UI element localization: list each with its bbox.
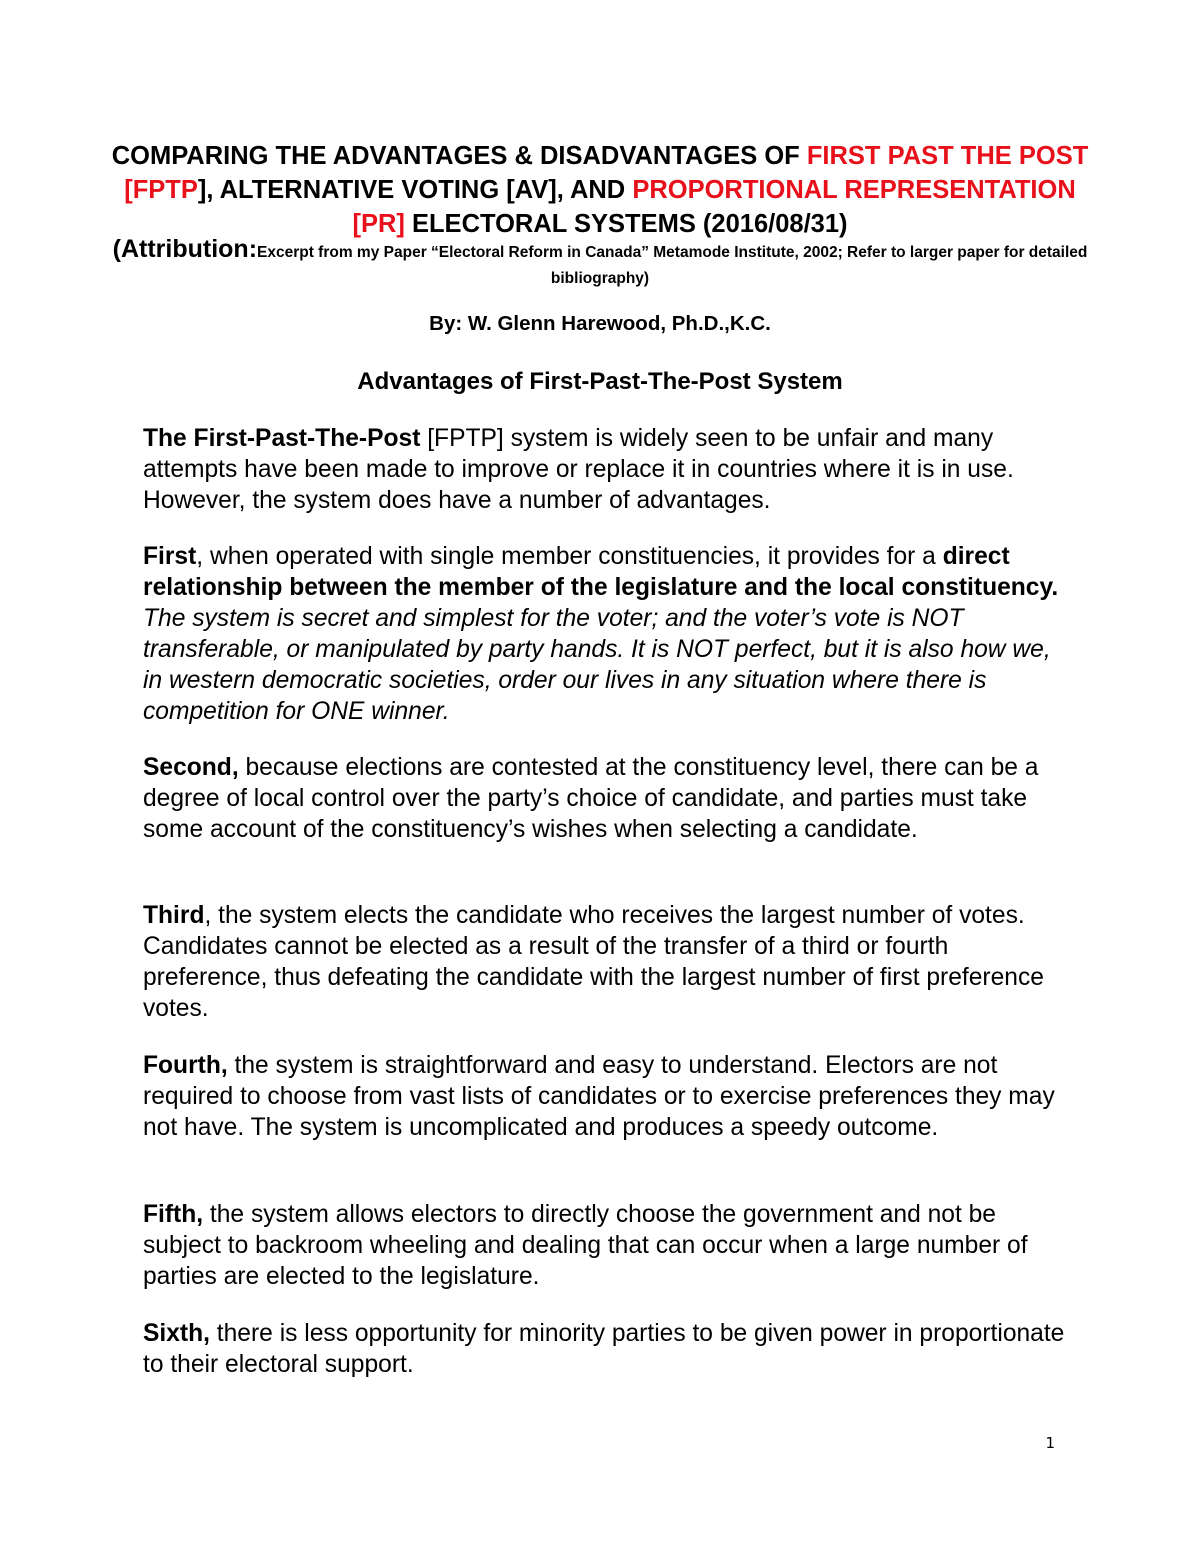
paragraph-sixth-text: there is less opportunity for minority parties to be given power in proportionate to their electoral support.	[143, 1320, 1065, 1378]
paragraph-first-emphasis: direct relationship between the member of the legislature and the local constituency.	[143, 543, 1059, 601]
paragraph-first	[143, 541, 1068, 727]
paragraph-intro-text: [FPTP] system is widely seen to be unfair and many attempts have been made to improve or replace it in countries where it is in use. However, the system does have a number of advantages.	[143, 425, 1014, 514]
author-byline: By: W. Glenn Harewood, Ph.D.,K.C.	[429, 312, 771, 335]
attribution-open-paren: (	[112, 235, 121, 263]
title-part-2: ], ALTERNATIVE VOTING [AV], AND	[197, 176, 633, 204]
attribution-label: Attribution:	[120, 235, 258, 263]
paragraph-fifth-lead: Fifth,	[143, 1201, 204, 1228]
paragraph-fourth	[143, 1050, 1068, 1143]
paragraph-fifth	[143, 1199, 1068, 1292]
paragraph-first-italic: The system is secret and simplest for the voter; and the voter’s vote is NOT transferable, or manipulated by party hands. It is NOT perfect, but it is also how we, in western democratic societies, order our lives in any situation where there is competition for ONE winner.	[143, 605, 1051, 725]
paragraph-sixth-lead: Sixth,	[143, 1320, 210, 1347]
paragraph-third	[143, 900, 1068, 1024]
paragraph-fourth-text: the system is straightforward and easy to understand. Electors are not required to choose from vast lists of candidates or to exercise preferences they may not have. The system is uncomplicated and produces a speedy outcome.	[143, 1052, 1055, 1141]
paragraph-second-text: because elections are contested at the constituency level, there can be a degree of local control over the party’s choice of candidate, and parties must take some account of the constituency’s wishes when selecting a candidate.	[143, 754, 1039, 843]
paragraph-third-text: , the system elects the candidate who receives the largest number of votes. Candidates cannot be elected as a result of the transfer of a third or fourth preference, thus defeating the candidate with the largest number of first preference votes.	[143, 902, 1044, 1022]
paragraph-third-lead: Third	[143, 902, 205, 929]
title-part-3: ELECTORAL SYSTEMS (2016/08/31)	[404, 210, 848, 238]
attribution	[100, 236, 1100, 292]
title-part-1: COMPARING THE ADVANTAGES & DISADVANTAGES OF	[111, 142, 807, 170]
title-fptp-highlight: FIRST PAST THE POST [FPTP	[124, 142, 1089, 204]
paragraph-second-lead: Second,	[143, 754, 239, 781]
page-number: 1	[1045, 1434, 1055, 1452]
paragraph-fourth-lead: Fourth,	[143, 1052, 228, 1079]
section-heading: Advantages of First-Past-The-Post System	[357, 368, 843, 395]
paragraph-first-text: , when operated with single member constituencies, it provides for a	[196, 543, 943, 570]
paragraph-intro	[143, 423, 1068, 516]
attribution-text: Excerpt from my Paper “Electoral Reform in Canada” Metamode Institute, 2002; Refer to larger paper for detailed bibliography)	[257, 244, 1088, 287]
title-pr-highlight: PROPORTIONAL REPRESENTATION [PR]	[352, 176, 1076, 238]
paragraph-first-lead: First	[143, 543, 197, 570]
document-title	[100, 139, 1100, 241]
paragraph-sixth	[143, 1318, 1068, 1380]
paragraph-fifth-text: the system allows electors to directly choose the government and not be subject to backroom wheeling and dealing that can occur when a large number of parties are elected to the legislature.	[143, 1201, 1028, 1290]
paragraph-intro-lead: The First-Past-The-Post	[143, 425, 421, 452]
paragraph-second	[143, 752, 1068, 845]
